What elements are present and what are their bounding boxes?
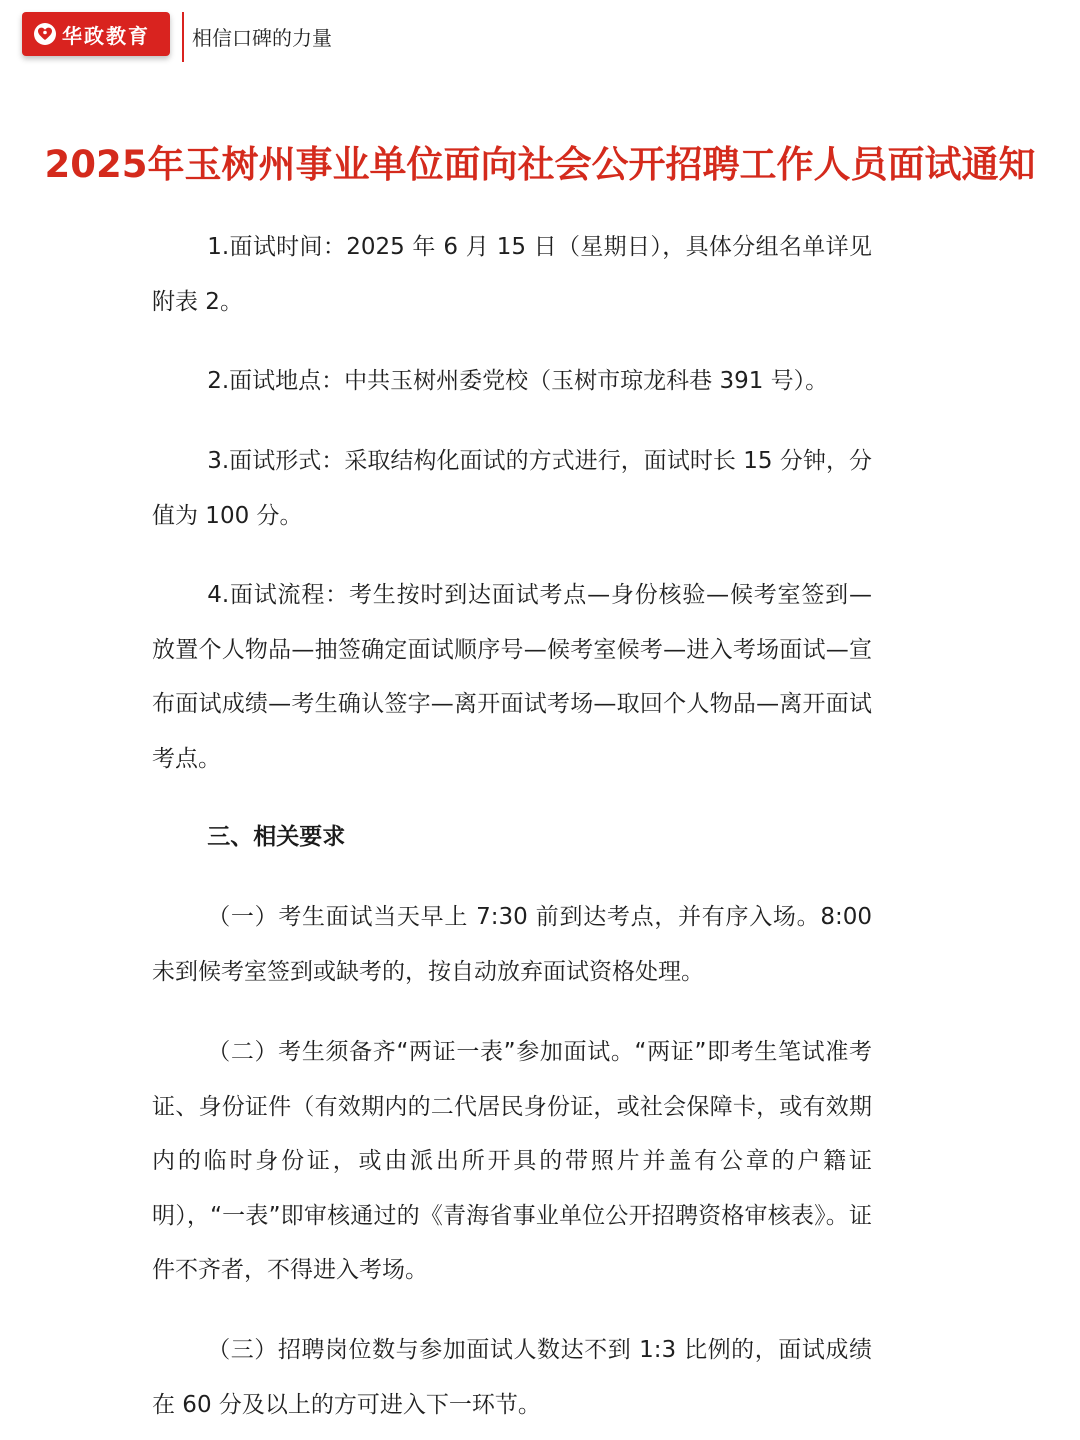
paragraph-interview-process: 4.面试流程：考生按时到达面试考点—身份核验—候考室签到—放置个人物品—抽签确定面试顺序号—候考室候考—进入考场面试—宣布面试成绩—考生确认签字—离开面试考场—取回个人物品—离开面试考点。 [152, 582, 872, 772]
paragraph-requirement-1: （一）考生面试当天早上 7:30 前到达考点，并有序入场。8:00 未到候考室签到或缺考的，按自动放弃面试资格处理。 [152, 904, 872, 985]
paragraph-requirement-2: （二）考生须备齐“两证一表”参加面试。“两证”即考生笔试准考证、身份证件（有效期内的二代居民身份证，或社会保障卡，或有效期内的临时身份证，或由派出所开具的带照片并盖有公章的户籍证明），“一表”即审核通过的《青海省事业单位公开招聘资格审核表》。证件不齐者，不得进入考场。 [152, 1039, 872, 1283]
paragraph-requirement-3: （三）招聘岗位数与参加面试人数达不到 1:3 比例的，面试成绩在 60 分及以上的方可进入下一环节。 [152, 1337, 872, 1418]
paragraph-interview-format: 3.面试形式：采取结构化面试的方式进行，面试时长 15 分钟，分值为 100 分。 [152, 448, 872, 529]
document-body [130, 200, 890, 1440]
page-title: 2025年玉树州事业单位面向社会公开招聘工作人员面试通知 [44, 143, 1036, 186]
paragraph-interview-location: 2.面试地点：中共玉树州委党校（玉树市琼龙科巷 391 号）。 [207, 368, 829, 394]
section-heading-requirements: 三、相关要求 [207, 824, 346, 850]
brand-header [0, 0, 1080, 80]
heart-flower-icon [34, 23, 56, 45]
paragraph-interview-time: 1.面试时间：2025 年 6 月 15 日（星期日），具体分组名单详见附表 2。 [152, 234, 872, 315]
brand-logo-text: 华政教育 [62, 23, 150, 48]
brand-slogan: 相信口碑的力量 [192, 26, 332, 50]
brand-divider [182, 12, 184, 62]
brand-logo[interactable] [22, 12, 170, 56]
